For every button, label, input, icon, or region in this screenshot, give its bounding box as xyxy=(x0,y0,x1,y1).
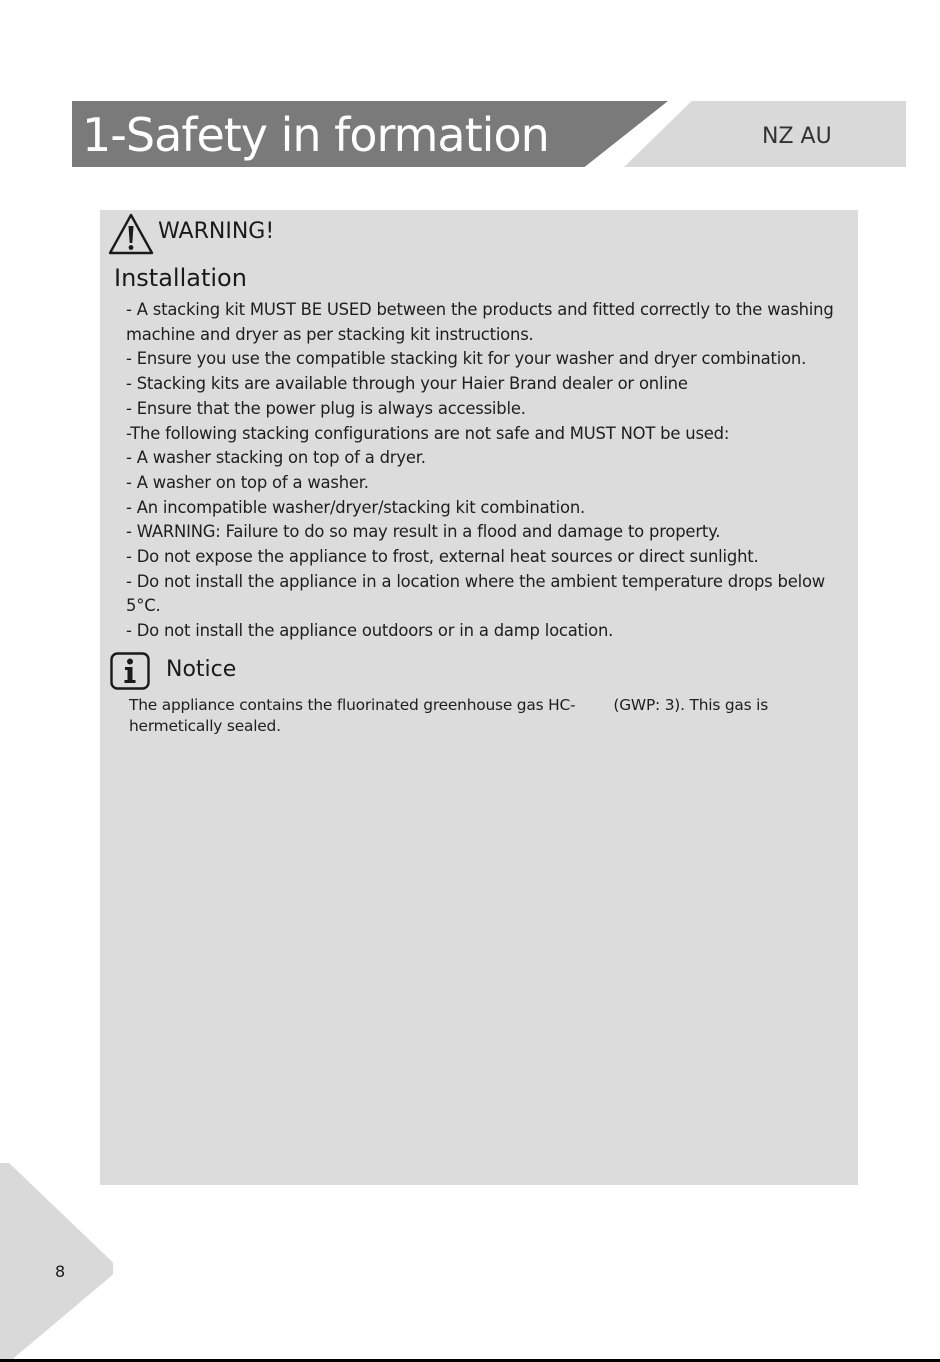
list-item: - Do not expose the appliance to frost, external heat sources or direct sunlight. xyxy=(126,547,759,567)
list-item: - Do not install the appliance in a location where the ambient temperature drops below 5°C. xyxy=(126,571,825,616)
page-number: 8 xyxy=(55,1262,66,1281)
warning-title: WARNING! xyxy=(158,219,275,244)
page-title: 1-Safety in formation xyxy=(82,108,549,162)
list-item: -The following stacking configurations are not safe and MUST NOT be used: xyxy=(126,423,730,443)
list-item: - An incompatible washer/dryer/stacking kit combination. xyxy=(126,497,586,517)
notice-text-part-1: The appliance contains the fluorinated greenhouse gas HC- xyxy=(129,696,576,714)
list-item: - A washer on top of a washer. xyxy=(126,472,369,492)
list-item: - A stacking kit MUST BE USED between the products and fitted correctly to the washing machine and dryer as per stacking kit instructions. xyxy=(126,300,834,344)
list-item: - Ensure you use the compatible stacking kit for your washer and dryer combination. xyxy=(126,349,807,369)
notice-text xyxy=(129,695,841,736)
list-item: - Do not install the appliance outdoors or in a damp location. xyxy=(126,621,614,641)
warning-triangle-icon xyxy=(107,212,155,256)
notice-text-part-2: (GWP: 3). This gas is hermetically sealed. xyxy=(129,696,769,735)
notice-title: Notice xyxy=(166,657,237,682)
info-icon xyxy=(110,652,150,690)
list-item: - Ensure that the power plug is always accessible. xyxy=(126,398,526,418)
installation-list xyxy=(126,298,848,644)
installation-heading: Installation xyxy=(114,264,247,292)
list-item: - A washer stacking on top of a dryer. xyxy=(126,448,426,468)
list-item: - Stacking kits are available through your Haier Brand dealer or online xyxy=(126,374,688,394)
region-label: NZ AU xyxy=(762,124,832,149)
list-item: - WARNING: Failure to do so may result in a flood and damage to property. xyxy=(126,522,721,542)
